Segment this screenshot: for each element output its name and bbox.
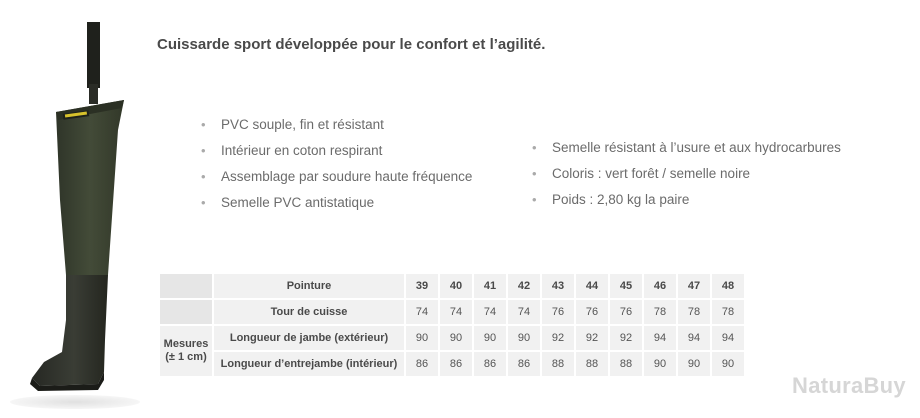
value-cell: 90 bbox=[678, 352, 710, 376]
boot-leg bbox=[56, 100, 124, 275]
value-cell: 86 bbox=[508, 352, 540, 376]
value-cell: 88 bbox=[542, 352, 574, 376]
bullet-icon: • bbox=[201, 195, 206, 210]
bullet-icon: • bbox=[201, 143, 206, 158]
size-cell: 48 bbox=[712, 274, 744, 298]
table-row bbox=[160, 326, 744, 350]
value-cell: 90 bbox=[440, 326, 472, 350]
size-cell: 39 bbox=[406, 274, 438, 298]
value-cell: 90 bbox=[508, 326, 540, 350]
size-cell: 45 bbox=[610, 274, 642, 298]
blank-cell bbox=[160, 274, 212, 298]
feature-item: • Assemblage par soudure haute fréquence bbox=[201, 169, 473, 184]
value-cell: 78 bbox=[678, 300, 710, 324]
value-cell: 74 bbox=[508, 300, 540, 324]
bullet-icon: • bbox=[532, 166, 537, 181]
value-cell: 94 bbox=[712, 326, 744, 350]
value-cell: 92 bbox=[576, 326, 608, 350]
size-cell: 47 bbox=[678, 274, 710, 298]
value-cell: 78 bbox=[644, 300, 676, 324]
value-cell: 90 bbox=[406, 326, 438, 350]
bullet-icon: • bbox=[532, 140, 537, 155]
value-cell: 94 bbox=[644, 326, 676, 350]
value-cell: 76 bbox=[576, 300, 608, 324]
pointure-label: Pointure bbox=[214, 274, 404, 298]
row-label: Longueur d’entrejambe (intérieur) bbox=[214, 352, 404, 376]
value-cell: 74 bbox=[474, 300, 506, 324]
watermark: NaturaBuy bbox=[792, 373, 906, 398]
size-cell: 40 bbox=[440, 274, 472, 298]
mesures-label bbox=[160, 326, 212, 376]
value-cell: 90 bbox=[712, 352, 744, 376]
value-cell: 94 bbox=[678, 326, 710, 350]
value-cell: 92 bbox=[542, 326, 574, 350]
value-cell: 78 bbox=[712, 300, 744, 324]
value-cell: 86 bbox=[406, 352, 438, 376]
value-cell: 90 bbox=[644, 352, 676, 376]
size-header-row bbox=[160, 274, 744, 298]
feature-item: • PVC souple, fin et résistant bbox=[201, 117, 384, 132]
wader-boot-icon bbox=[0, 0, 150, 413]
value-cell: 92 bbox=[610, 326, 642, 350]
row-label: Longueur de jambe (extérieur) bbox=[214, 326, 404, 350]
size-cell: 43 bbox=[542, 274, 574, 298]
size-cell: 42 bbox=[508, 274, 540, 298]
size-cell: 41 bbox=[474, 274, 506, 298]
size-cell: 44 bbox=[576, 274, 608, 298]
bullet-icon: • bbox=[201, 169, 206, 184]
feature-item: • Intérieur en coton respirant bbox=[201, 143, 383, 158]
boot-foot bbox=[32, 275, 108, 386]
product-headline: Cuissarde sport développée pour le confort et l’agilité. bbox=[157, 36, 546, 53]
size-table bbox=[158, 272, 746, 378]
bullet-icon: • bbox=[532, 192, 537, 207]
bullet-icon: • bbox=[201, 117, 206, 132]
features-list-right bbox=[528, 140, 841, 218]
feature-item: • Poids : 2,80 kg la paire bbox=[532, 192, 690, 207]
value-cell: 76 bbox=[610, 300, 642, 324]
value-cell: 74 bbox=[440, 300, 472, 324]
blank-cell bbox=[160, 300, 212, 324]
features-list-left bbox=[197, 117, 472, 221]
value-cell: 76 bbox=[542, 300, 574, 324]
feature-item: • Semelle PVC antistatique bbox=[201, 195, 375, 210]
value-cell: 88 bbox=[576, 352, 608, 376]
strap bbox=[87, 22, 100, 88]
value-cell: 88 bbox=[610, 352, 642, 376]
feature-item: • Coloris : vert forêt / semelle noire bbox=[532, 166, 751, 181]
table-row bbox=[160, 352, 744, 376]
row-label: Tour de cuisse bbox=[214, 300, 404, 324]
value-cell: 74 bbox=[406, 300, 438, 324]
product-image bbox=[0, 0, 150, 413]
mesures-label-text: Mesures (± 1 cm) bbox=[163, 338, 209, 363]
value-cell: 86 bbox=[474, 352, 506, 376]
boot-shadow bbox=[10, 395, 140, 409]
value-cell: 86 bbox=[440, 352, 472, 376]
table-row bbox=[160, 300, 744, 324]
value-cell: 90 bbox=[474, 326, 506, 350]
feature-item: • Semelle résistant à l’usure et aux hydrocarbures bbox=[532, 140, 841, 155]
size-cell: 46 bbox=[644, 274, 676, 298]
